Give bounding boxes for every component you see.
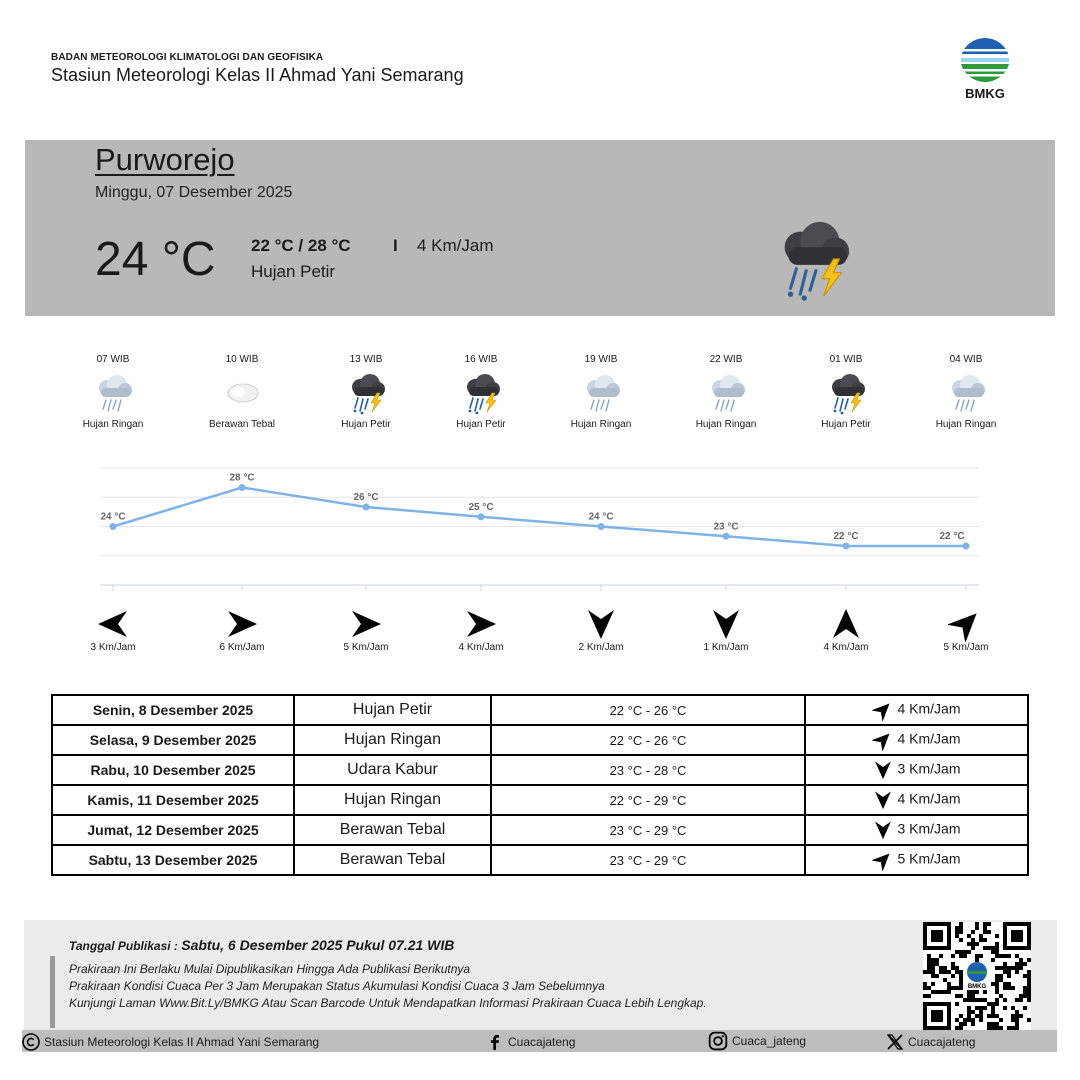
wind-direction-icon — [872, 849, 894, 871]
temperature-label: 23 °C — [713, 521, 739, 533]
temperature-point — [110, 523, 117, 530]
temperature-point — [363, 504, 370, 511]
day-temperature-range: 23 °C - 29 °C — [491, 845, 805, 875]
hourly-item — [53, 354, 173, 430]
bmkg-logo-text: BMKG — [965, 86, 1005, 101]
hourly-wind-item — [306, 606, 426, 653]
hourly-wind-item — [906, 606, 1026, 653]
table-row — [52, 815, 1028, 845]
hourly-time: 19 WIB — [584, 354, 618, 365]
hourly-condition: Hujan Ringan — [570, 419, 632, 430]
hourly-wind-speed: 3 Km/Jam — [90, 642, 136, 653]
day-date: Senin, 8 Desember 2025 — [52, 695, 294, 725]
instagram-link[interactable] — [708, 1031, 806, 1051]
wind-direction-icon — [828, 606, 864, 642]
footer-note: Prakiraan Kondisi Cuaca Per 3 Jam Merupakan Status Akumulasi Kondisi Cuaca 3 Jam Sebelumnya — [69, 979, 605, 993]
instagram-icon — [708, 1031, 728, 1051]
temperature-label: 24 °C — [100, 511, 126, 523]
light-rain-icon — [704, 371, 748, 415]
table-row — [52, 695, 1028, 725]
station-name: Stasiun Meteorologi Kelas II Ahmad Yani Semarang — [51, 65, 464, 85]
day-condition: Berawan Tebal — [294, 845, 491, 875]
publication-date — [69, 937, 454, 953]
day-condition: Berawan Tebal — [294, 815, 491, 845]
hourly-item — [182, 354, 302, 430]
current-wind: 4 Km/Jam — [417, 236, 494, 255]
day-wind — [805, 815, 1028, 845]
hourly-time: 07 WIB — [96, 354, 130, 365]
day-wind-speed: 5 Km/Jam — [897, 850, 961, 867]
temperature-label: 24 °C — [588, 511, 614, 523]
hourly-wind-item — [53, 606, 173, 653]
day-condition: Hujan Petir — [294, 695, 491, 725]
facebook-link[interactable] — [486, 1033, 575, 1051]
day-wind-speed: 4 Km/Jam — [897, 700, 961, 717]
day-temperature-range: 22 °C - 29 °C — [491, 785, 805, 815]
hourly-wind-speed: 4 Km/Jam — [458, 642, 504, 653]
facebook-handle: Cuacajateng — [508, 1035, 576, 1049]
light-rain-icon — [91, 371, 135, 415]
day-temperature-range: 22 °C - 26 °C — [491, 695, 805, 725]
current-date: Minggu, 07 Desember 2025 — [95, 184, 293, 201]
hourly-time: 04 WIB — [949, 354, 983, 365]
day-condition: Hujan Ringan — [294, 785, 491, 815]
day-wind-speed: 4 Km/Jam — [897, 730, 961, 747]
day-condition: Udara Kabur — [294, 755, 491, 785]
copyright-text: Stasiun Meteorologi Kelas II Ahmad Yani Semarang — [44, 1035, 320, 1049]
wind-direction-icon — [224, 606, 260, 642]
wind-direction-icon — [872, 759, 894, 781]
copyright-item — [22, 1033, 319, 1051]
city-name: Purworejo — [95, 142, 235, 177]
hourly-time: 22 WIB — [709, 354, 743, 365]
table-row — [52, 755, 1028, 785]
hourly-item — [421, 354, 541, 430]
hourly-wind-speed: 5 Km/Jam — [343, 642, 389, 653]
hourly-item — [306, 354, 426, 430]
temperature-label: 22 °C — [833, 531, 859, 542]
temperature-label: 25 °C — [468, 501, 494, 513]
footer-note: Kunjungi Laman Www.Bit.Ly/BMKG Atau Scan Barcode Untuk Mendapatkan Informasi Prakiraan Cuaca Lebih Lengkap. — [69, 996, 707, 1010]
instagram-handle: Cuaca_jateng — [732, 1034, 807, 1048]
hourly-condition: Hujan Ringan — [82, 419, 144, 430]
temperature-point — [478, 513, 485, 520]
hourly-time: 13 WIB — [349, 354, 383, 365]
current-condition: Hujan Petir — [251, 262, 336, 281]
wind-direction-icon — [583, 606, 619, 642]
day-wind — [805, 725, 1028, 755]
x-handle: Cuacajateng — [908, 1035, 976, 1049]
hourly-condition: Hujan Petir — [456, 419, 506, 430]
hourly-condition: Hujan Petir — [341, 419, 391, 430]
hourly-wind-speed: 4 Km/Jam — [823, 642, 869, 653]
copyright-icon — [22, 1033, 40, 1051]
hourly-condition: Hujan Ringan — [695, 419, 757, 430]
table-row — [52, 845, 1028, 875]
current-temperature: 24 °C — [95, 233, 216, 286]
hourly-item — [786, 354, 906, 430]
day-wind — [805, 755, 1028, 785]
org-name: BADAN METEOROLOGI KLIMATOLOGI DAN GEOFISIKA — [51, 52, 324, 63]
day-wind — [805, 845, 1028, 875]
wind-direction-icon — [872, 789, 894, 811]
day-date: Selasa, 9 Desember 2025 — [52, 725, 294, 755]
facebook-icon — [486, 1033, 504, 1051]
day-temperature-range: 23 °C - 29 °C — [491, 815, 805, 845]
temperature-label: 26 °C — [353, 492, 379, 503]
hourly-time: 01 WIB — [829, 354, 863, 365]
wind-direction-icon — [463, 606, 499, 642]
wind-direction-icon — [872, 819, 894, 841]
hourly-wind-speed: 1 Km/Jam — [703, 642, 749, 653]
temperature-label: 22 °C — [939, 531, 965, 542]
wind-direction-icon — [348, 606, 384, 642]
qr-code[interactable] — [923, 922, 1031, 1030]
hourly-wind-item — [666, 606, 786, 653]
hourly-wind-speed: 5 Km/Jam — [943, 642, 989, 653]
hourly-time: 10 WIB — [225, 354, 259, 365]
table-row — [52, 785, 1028, 815]
day-date: Kamis, 11 Desember 2025 — [52, 785, 294, 815]
light-rain-icon — [579, 371, 623, 415]
temperature-chart — [95, 462, 985, 592]
publication-label: Tanggal Publikasi : — [69, 939, 182, 953]
day-wind — [805, 695, 1028, 725]
separator: I — [393, 236, 398, 255]
footer-note: Prakiraan Ini Berlaku Mulai Dipublikasikan Hingga Ada Publikasi Berikutnya — [69, 962, 471, 976]
hourly-wind-speed: 6 Km/Jam — [219, 642, 265, 653]
day-date: Rabu, 10 Desember 2025 — [52, 755, 294, 785]
thunderstorm-icon — [459, 371, 503, 415]
hourly-condition: Hujan Ringan — [935, 419, 997, 430]
daily-forecast-table — [51, 694, 1029, 876]
hourly-item — [906, 354, 1026, 430]
hourly-item — [666, 354, 786, 430]
overcast-icon — [220, 371, 264, 415]
day-wind-speed: 3 Km/Jam — [897, 820, 961, 837]
wind-direction-icon — [708, 606, 744, 642]
wind-direction-icon — [872, 699, 894, 721]
thunderstorm-icon — [344, 371, 388, 415]
thunderstorm-icon — [824, 371, 868, 415]
thunderstorm-icon — [766, 216, 858, 302]
day-wind — [805, 785, 1028, 815]
publication-value: Sabtu, 6 Desember 2025 Pukul 07.21 WIB — [181, 937, 455, 953]
temperature-label: 28 °C — [229, 472, 255, 484]
hourly-condition: Berawan Tebal — [209, 419, 275, 430]
x-icon — [886, 1033, 904, 1051]
hourly-wind-item — [786, 606, 906, 653]
temperature-point — [598, 523, 605, 530]
temperature-point — [239, 484, 246, 491]
day-temperature-range: 22 °C - 26 °C — [491, 725, 805, 755]
day-wind-speed: 3 Km/Jam — [897, 760, 961, 777]
footer-accent-bar — [50, 956, 55, 1028]
hourly-time: 16 WIB — [464, 354, 498, 365]
day-condition: Hujan Ringan — [294, 725, 491, 755]
table-row — [52, 725, 1028, 755]
day-wind-speed: 4 Km/Jam — [897, 790, 961, 807]
wind-direction-icon — [872, 729, 894, 751]
hourly-condition: Hujan Petir — [821, 419, 871, 430]
temperature-point — [843, 543, 850, 550]
qr-label: BMKG — [967, 984, 987, 990]
wind-direction-icon — [95, 606, 131, 642]
temperature-range: 22 °C / 28 °C — [251, 236, 351, 255]
hourly-item — [541, 354, 661, 430]
day-date: Jumat, 12 Desember 2025 — [52, 815, 294, 845]
light-rain-icon — [944, 371, 988, 415]
day-date: Sabtu, 13 Desember 2025 — [52, 845, 294, 875]
x-link[interactable] — [886, 1033, 975, 1051]
hourly-wind-item — [182, 606, 302, 653]
temperature-point — [963, 543, 970, 550]
temperature-point — [723, 533, 730, 540]
hourly-wind-item — [541, 606, 661, 653]
wind-direction-icon — [948, 606, 984, 642]
day-temperature-range: 23 °C - 28 °C — [491, 755, 805, 785]
hourly-wind-item — [421, 606, 541, 653]
hourly-wind-speed: 2 Km/Jam — [578, 642, 624, 653]
